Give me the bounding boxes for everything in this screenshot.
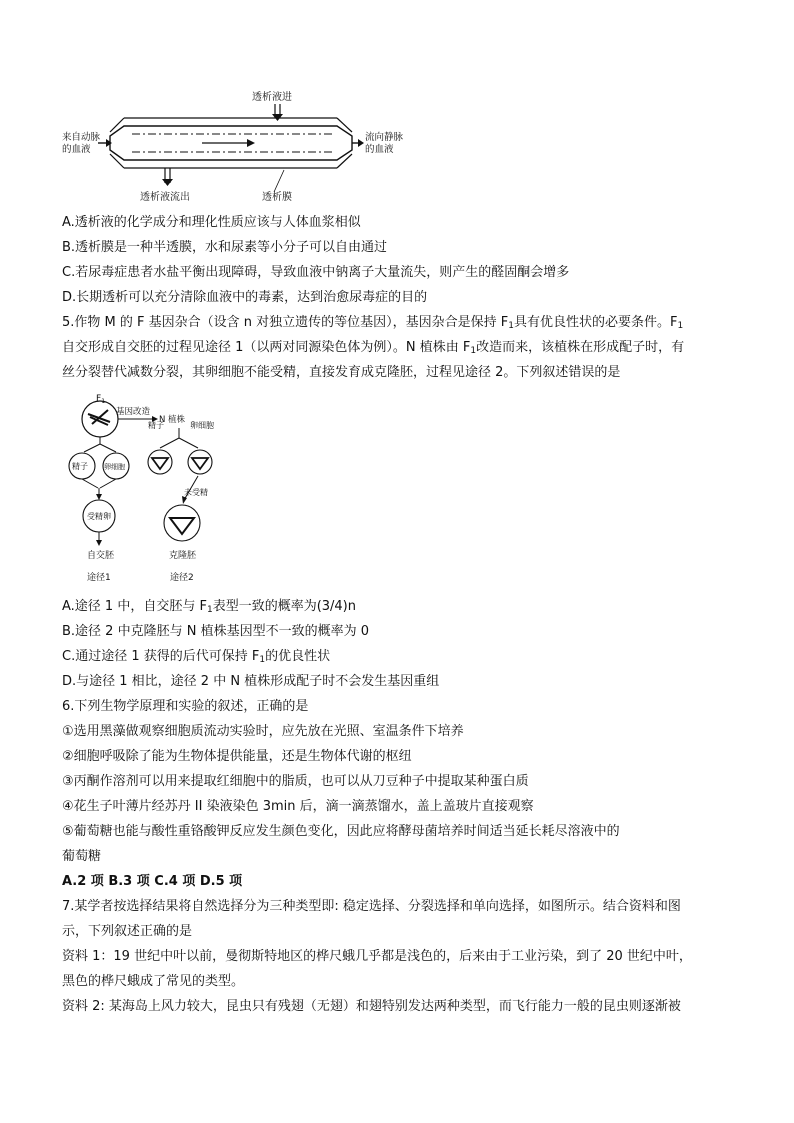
egg-right-label: 卵细胞 <box>190 421 214 430</box>
right-label-1: 流向静脉 <box>365 132 404 143</box>
q7-material-1: 资料 1：19 世纪中叶以前，曼彻斯特地区的桦尺蛾几乎都是浅色的，后来由于工业污染，到了 20 世纪中叶， <box>62 949 692 964</box>
left-label-2: 的血液 <box>62 144 91 155</box>
pathway-diagram <box>62 392 232 588</box>
q6-statement-5: ⑤葡萄糖也能与酸性重铬酸钾反应发生颜色变化，因此应将酵母菌培养时间适当延长耗尽溶液中的 <box>62 824 620 839</box>
path2-label: 途径2 <box>170 573 194 583</box>
path1-label: 途径1 <box>87 573 111 583</box>
q6-options: A.2 项 B.3 项 C.4 项 D.5 项 <box>62 874 243 889</box>
q5-stem-line-1: 5.作物 M 的 F 基因杂合（设含 n 对独立遗传的等位基因），基因杂合是保持 $F_1$具有优良性状的必要条件。$F_1$ <box>62 315 684 331</box>
self-embryo-label: 自交胚 <box>87 551 115 561</box>
q6-statement-3: ③丙酮作溶剂可以用来提取红细胞中的脂质，也可以从刀豆种子中提取某种蛋白质 <box>62 774 529 789</box>
q4-option-a: A.透析液的化学成分和理化性质应该与人体血浆相似 <box>62 215 361 230</box>
membrane-label: 透析膜 <box>262 192 292 203</box>
q5-stem-line-3: 丝分裂替代减数分裂，其卵细胞不能受精，直接发育成克隆胚，过程见途径 2。下列叙述错误的是 <box>62 365 621 380</box>
q7-material-1-cont: 黑色的桦尺蛾成了常见的类型。 <box>62 974 245 989</box>
q7-stem-line-2: 示，下列叙述正确的是 <box>62 924 193 939</box>
clone-embryo-label: 克隆胚 <box>169 551 197 561</box>
q6-statement-1: ①选用黑藻做观察细胞质流动实验时，应先放在光照、室温条件下培养 <box>62 724 464 739</box>
q4-option-c: C.若尿毒症患者水盐平衡出现障碍，导致血液中钠离子大量流失，则产生的醛固酮会增多 <box>62 265 570 280</box>
q5-option-b: B.途径 2 中克隆胚与 N 植株基因型不一致的概率为 0 <box>62 624 369 639</box>
q5-stem-line-2: 自交形成自交胚的过程见途径 1（以两对同源染色体为例）。N 植株由 $F_1$改造而来，该植株在形成配子时，有 <box>62 340 685 356</box>
zygote-label: 受精卵 <box>87 512 111 521</box>
inflow-label: 透析液进 <box>252 92 292 103</box>
not-fertilized-label: 未受精 <box>184 488 208 497</box>
n-plant-label: N 植株 <box>159 415 186 425</box>
gene-edit-label: 基因改造 <box>116 407 151 417</box>
q5-option-c: C.通过途径 1 获得的后代可保持 $F_1$的优良性状 <box>62 649 331 665</box>
f1-label: $F_1$ <box>96 394 106 405</box>
q7-stem-line-1: 7.某学者按选择结果将自然选择分为三种类型即: 稳定选择、分裂选择和单向选择，如图所示。结合资料和图 <box>62 899 681 914</box>
q4-option-b: B.透析膜是一种半透膜，水和尿素等小分子可以自由通过 <box>62 240 388 255</box>
dialysis-diagram <box>62 88 412 212</box>
q6-statement-2: ②细胞呼吸除了能为生物体提供能量，还是生物体代谢的枢纽 <box>62 749 412 764</box>
q6-statement-5-cont: 葡萄糖 <box>62 849 102 864</box>
q5-option-a: A.途径 1 中，自交胚与 $F_1$表型一致的概率为(3/4)n <box>62 599 356 615</box>
q6-statement-4: ④花生子叶薄片经苏丹 II 染液染色 3min 后，滴一滴蒸馏水，盖上盖玻片直接观察 <box>62 799 534 814</box>
q6-stem: 6.下列生物学原理和实验的叙述，正确的是 <box>62 699 309 714</box>
left-label-1: 来自动脉 <box>62 132 101 143</box>
outflow-label: 透析液流出 <box>140 192 190 203</box>
q5-option-d: D.与途径 1 相比，途径 2 中 N 植株形成配子时不会发生基因重组 <box>62 674 440 689</box>
q4-option-d: D.长期透析可以充分清除血液中的毒素，达到治愈尿毒症的目的 <box>62 290 428 305</box>
egg-left-label: 卵细胞 <box>104 463 125 471</box>
sperm-left-label: 精子 <box>72 462 88 471</box>
right-label-2: 的血液 <box>365 144 394 155</box>
sperm-right-label: 精子 <box>148 421 164 430</box>
q7-material-2: 资料 2: 某海岛上风力较大，昆虫只有残翅（无翅）和翅特别发达两种类型，而飞行能力一般的昆虫则逐渐被 <box>62 999 681 1014</box>
